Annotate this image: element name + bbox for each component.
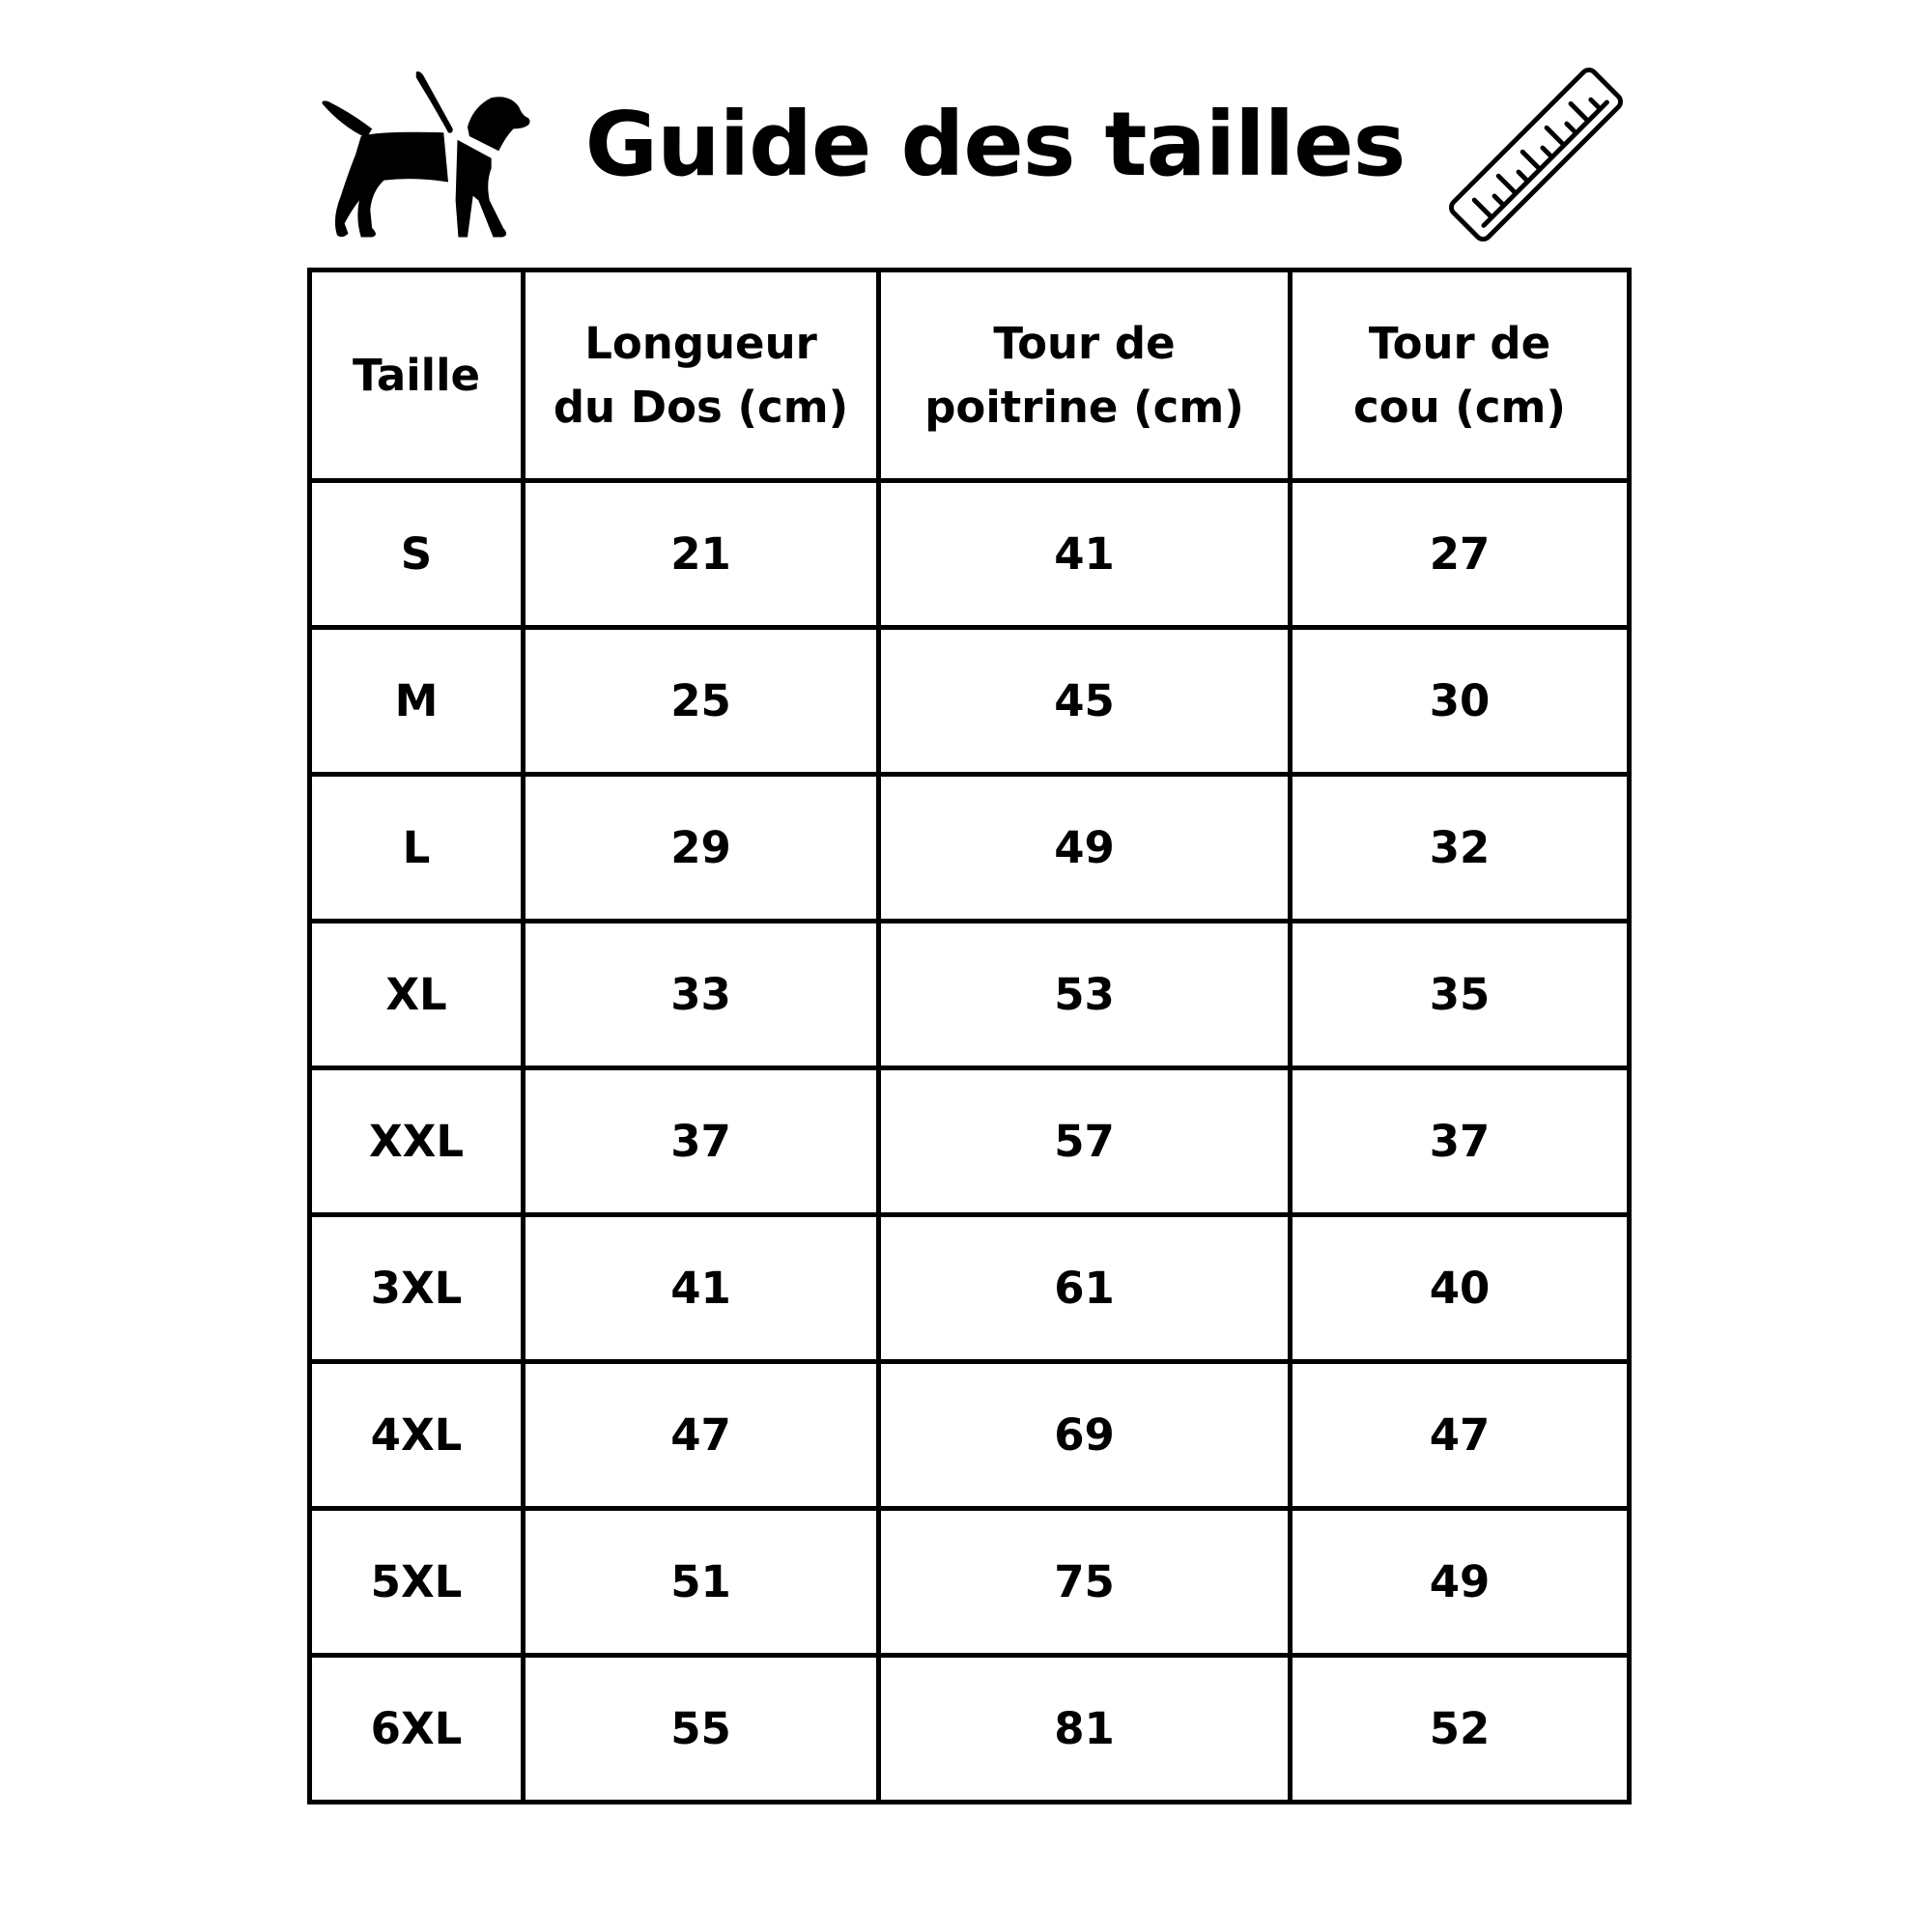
column-header-label: Longueur: [584, 317, 817, 369]
column-header-back-length: [524, 270, 879, 481]
back-length-cell: 37: [524, 1068, 879, 1215]
neck-cell: 30: [1291, 628, 1630, 775]
page-title: Guide des tailles: [584, 93, 1406, 196]
column-header-label: Tour de: [993, 317, 1176, 369]
size-cell: 3XL: [310, 1215, 524, 1362]
size-cell: XL: [310, 922, 524, 1068]
size-cell: 5XL: [310, 1509, 524, 1656]
chest-cell: 45: [879, 628, 1291, 775]
neck-cell: 40: [1291, 1215, 1630, 1362]
size-cell: XXL: [310, 1068, 524, 1215]
back-length-cell: 41: [524, 1215, 879, 1362]
size-cell: 4XL: [310, 1362, 524, 1509]
neck-cell: 27: [1291, 481, 1630, 628]
column-header-label: du Dos (cm): [553, 381, 849, 433]
column-header-label: Tour de: [1368, 317, 1551, 369]
size-table: [307, 268, 1632, 1804]
back-length-cell: 51: [524, 1509, 879, 1656]
neck-cell: 52: [1291, 1656, 1630, 1803]
page-header: [0, 0, 1932, 251]
column-header-label: cou (cm): [1353, 381, 1566, 433]
table-row: [310, 628, 1630, 775]
table-row: [310, 1215, 1630, 1362]
table-row: [310, 481, 1630, 628]
chest-cell: 69: [879, 1362, 1291, 1509]
guide-dog-icon: [314, 63, 546, 246]
size-cell: M: [310, 628, 524, 775]
neck-cell: 35: [1291, 922, 1630, 1068]
table-row: [310, 1656, 1630, 1803]
column-header-label: Taille: [352, 349, 481, 401]
back-length-cell: 25: [524, 628, 879, 775]
table-row: [310, 1362, 1630, 1509]
table-row: [310, 1509, 1630, 1656]
chest-cell: 41: [879, 481, 1291, 628]
neck-cell: 37: [1291, 1068, 1630, 1215]
neck-cell: 32: [1291, 775, 1630, 922]
table-row: [310, 775, 1630, 922]
chest-cell: 57: [879, 1068, 1291, 1215]
back-length-cell: 47: [524, 1362, 879, 1509]
column-header-label: poitrine (cm): [924, 381, 1244, 433]
chest-cell: 81: [879, 1656, 1291, 1803]
column-header-size: [310, 270, 524, 481]
chest-cell: 49: [879, 775, 1291, 922]
neck-cell: 47: [1291, 1362, 1630, 1509]
column-header-neck: [1291, 270, 1630, 481]
back-length-cell: 33: [524, 922, 879, 1068]
back-length-cell: 55: [524, 1656, 879, 1803]
size-cell: S: [310, 481, 524, 628]
back-length-cell: 21: [524, 481, 879, 628]
column-header-chest: [879, 270, 1291, 481]
size-cell: 6XL: [310, 1656, 524, 1803]
back-length-cell: 29: [524, 775, 879, 922]
table-header-row: [310, 270, 1630, 481]
neck-cell: 49: [1291, 1509, 1630, 1656]
chest-cell: 53: [879, 922, 1291, 1068]
ruler-icon: [1441, 60, 1631, 249]
table-row: [310, 922, 1630, 1068]
chest-cell: 61: [879, 1215, 1291, 1362]
table-row: [310, 1068, 1630, 1215]
size-cell: L: [310, 775, 524, 922]
chest-cell: 75: [879, 1509, 1291, 1656]
